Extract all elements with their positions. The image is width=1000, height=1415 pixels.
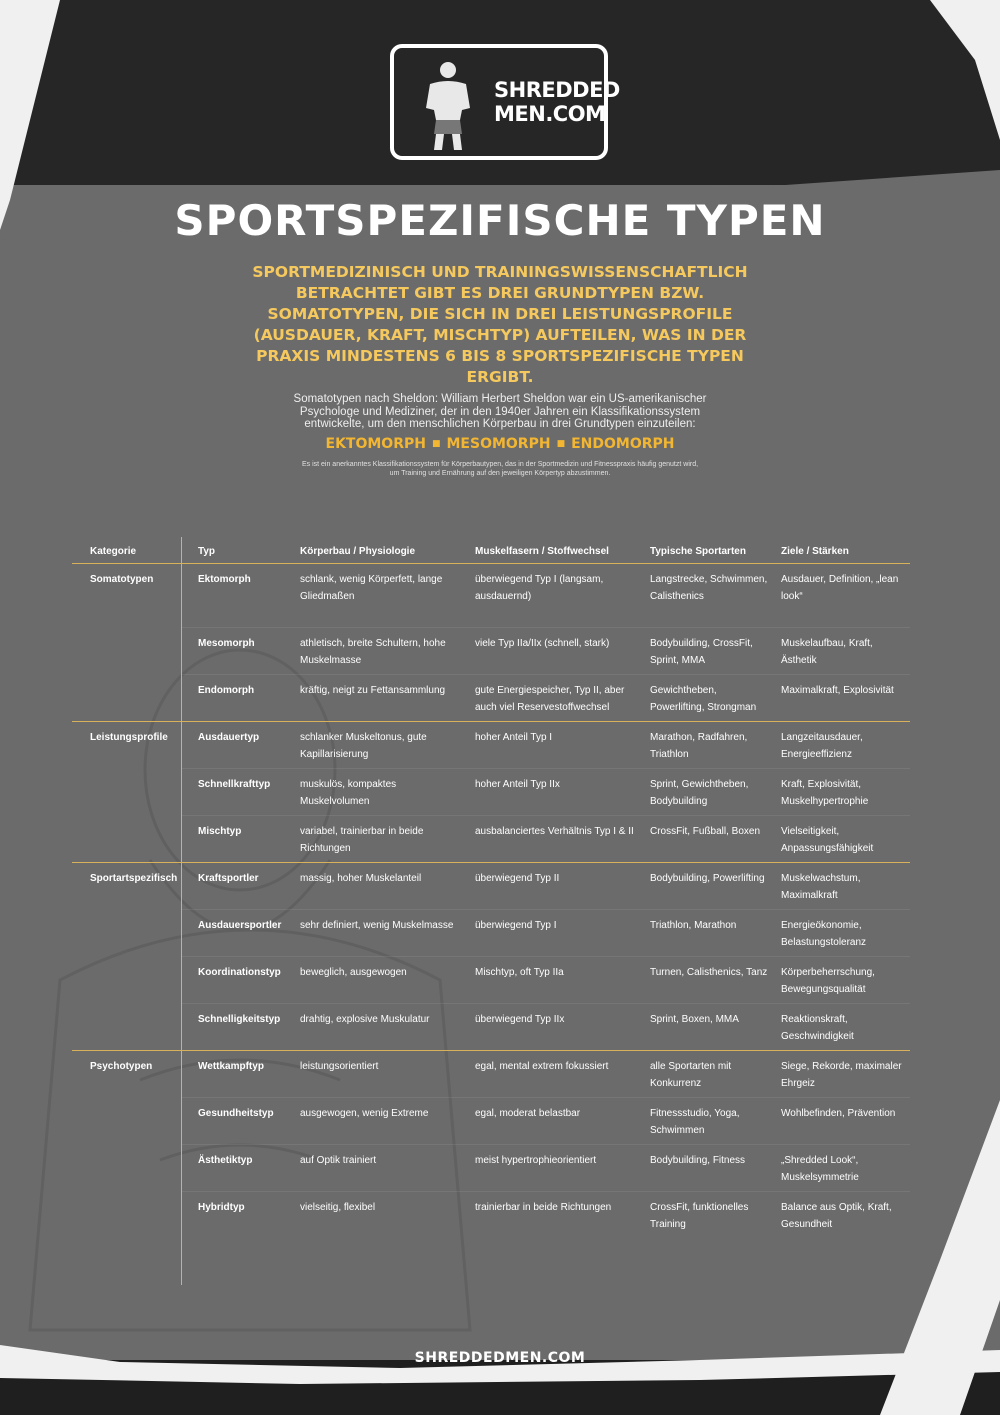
cell-sport: CrossFit, funktionelles Training bbox=[650, 1202, 749, 1230]
cell-ziele: Vielseitigkeit, Anpassungsfähigkeit bbox=[781, 826, 874, 854]
cell-ziele: Siege, Rekorde, maximaler Ehrgeiz bbox=[781, 1061, 902, 1089]
cell-kategorie: Somatotypen bbox=[90, 574, 154, 585]
cell-muskel: hoher Anteil Typ I bbox=[475, 732, 553, 743]
somatotype-list bbox=[0, 436, 1000, 452]
cell-sport: Bodybuilding, Fitness bbox=[650, 1155, 746, 1166]
header-cell: Körperbau / Physiologie bbox=[300, 546, 416, 557]
row-divider bbox=[182, 909, 910, 910]
cell-sport: alle Sportarten mit Konkurrenz bbox=[650, 1061, 732, 1089]
cell-muskel: überwiegend Typ I (langsam, ausdauernd) bbox=[475, 574, 604, 602]
cell-muskel: Mischtyp, oft Typ IIa bbox=[475, 967, 564, 978]
cell-sport: Turnen, Calisthenics, Tanz bbox=[650, 967, 768, 978]
page-title: SPORTSPEZIFISCHE TYPEN bbox=[174, 196, 826, 245]
cell-koerperbau: schlank, wenig Körperfett, lange Gliedmaßen bbox=[300, 574, 443, 602]
cell-koerperbau: massig, hoher Muskelanteil bbox=[300, 873, 422, 884]
brand-logo bbox=[390, 44, 620, 160]
cell-typ: Gesundheitstyp bbox=[198, 1108, 274, 1119]
note-text: Es ist ein anerkanntes Klassifikationssystem für Körperbautypen, das in der Sportmedizin und Fitnesspraxis häufig genutzt wird, um Training und Ernährung auf den jeweiligen Körpertyp abzustimmen. bbox=[301, 461, 699, 477]
cell-koerperbau: athletisch, breite Schultern, hohe Muskelmasse bbox=[300, 638, 446, 666]
cell-typ: Mischtyp bbox=[198, 826, 242, 837]
type-mesomorph: MESOMORPH bbox=[446, 436, 551, 452]
cell-koerperbau: leistungsorientiert bbox=[300, 1061, 379, 1072]
row-divider bbox=[182, 768, 910, 769]
cell-muskel: egal, mental extrem fokussiert bbox=[475, 1061, 609, 1072]
cell-koerperbau: drahtig, explosive Muskulatur bbox=[300, 1014, 430, 1025]
row-divider bbox=[182, 1097, 910, 1098]
header-cell: Muskelfasern / Stoffwechsel bbox=[475, 546, 609, 557]
group-divider bbox=[72, 1050, 910, 1051]
header-divider bbox=[72, 563, 910, 564]
cell-typ: Ausdauertyp bbox=[198, 732, 260, 743]
cell-typ: Schnellkrafttyp bbox=[198, 779, 271, 790]
cell-sport: Langstrecke, Schwimmen, Calisthenics bbox=[650, 574, 768, 602]
cell-kategorie: Psychotypen bbox=[90, 1061, 153, 1072]
cell-muskel: ausbalanciertes Verhältnis Typ I & II bbox=[475, 826, 634, 837]
cell-ziele: Wohlbefinden, Prävention bbox=[781, 1108, 896, 1119]
cell-typ: Koordinationstyp bbox=[198, 967, 281, 978]
header-cell: Typ bbox=[198, 546, 216, 557]
cell-ziele: „Shredded Look“, Muskelsymmetrie bbox=[781, 1155, 859, 1183]
cell-sport: Bodybuilding, Powerlifting bbox=[650, 873, 765, 884]
cell-ziele: Muskelaufbau, Kraft, Ästhetik bbox=[781, 638, 873, 666]
cell-muskel: überwiegend Typ I bbox=[475, 920, 557, 931]
lead-text: SPORTMEDIZINISCH UND TRAININGSWISSENSCHAFTLICH BETRACHTET GIBT ES DREI GRUNDTYPEN BZW. SOMATOTYPEN, DIE SICH IN DREI LEISTUNGSPROFILE (AUSDAUER, KRAFT, MISCHTYP) AUFTEILEN, WAS IN DER PRAXIS MINDESTENS 6 BIS 8 SPORTSPEZIFISCHE TYPEN ERGIBT. bbox=[252, 263, 748, 386]
cell-ziele: Ausdauer, Definition, „lean look“ bbox=[781, 574, 899, 602]
cell-muskel: trainierbar in beide Richtungen bbox=[475, 1202, 612, 1213]
column-divider bbox=[181, 537, 182, 1285]
intro-text: Somatotypen nach Sheldon: William Herbert Sheldon war ein US-amerikanischer Psychologe und Mediziner, der in den 1940er Jahren ein Klassifikationssystem entwickelte, um den menschlichen Körperbau in drei Grundtypen einzuteilen: bbox=[293, 393, 707, 430]
row-divider bbox=[182, 627, 910, 628]
cell-koerperbau: muskulös, kompaktes Muskelvolumen bbox=[300, 779, 397, 807]
cell-muskel: überwiegend Typ IIx bbox=[475, 1014, 565, 1025]
cell-sport: CrossFit, Fußball, Boxen bbox=[650, 826, 761, 837]
cell-ziele: Muskelwachstum, Maximalkraft bbox=[781, 873, 861, 901]
cell-sport: Sprint, Boxen, MMA bbox=[650, 1014, 739, 1025]
row-divider bbox=[182, 674, 910, 675]
brand-line-1: SHREDDED bbox=[494, 78, 620, 102]
separator-dot: ■ bbox=[556, 439, 566, 449]
header-cell: Kategorie bbox=[90, 546, 137, 557]
cell-sport: Triathlon, Marathon bbox=[650, 920, 737, 931]
header-cell: Ziele / Stärken bbox=[781, 546, 849, 557]
cell-koerperbau: ausgewogen, wenig Extreme bbox=[300, 1108, 429, 1119]
cell-sport: Gewichtheben, Powerlifting, Strongman bbox=[650, 685, 757, 713]
type-ektomorph: EKTOMORPH bbox=[325, 436, 426, 452]
row-divider bbox=[182, 956, 910, 957]
cell-sport: Bodybuilding, CrossFit, Sprint, MMA bbox=[650, 638, 753, 666]
cell-ziele: Energieökonomie, Belastungstoleranz bbox=[781, 920, 867, 948]
cell-ziele: Maximalkraft, Explosivität bbox=[781, 685, 894, 696]
row-divider bbox=[182, 1191, 910, 1192]
cell-muskel: egal, moderat belastbar bbox=[475, 1108, 581, 1119]
row-divider bbox=[182, 815, 910, 816]
cell-muskel: meist hypertrophieorientiert bbox=[475, 1155, 597, 1166]
cell-typ: Mesomorph bbox=[198, 638, 255, 649]
cell-koerperbau: variabel, trainierbar in beide Richtungen bbox=[300, 826, 424, 854]
cell-typ: Hybridtyp bbox=[198, 1202, 245, 1213]
footer-url: SHREDDEDMEN.COM bbox=[414, 1350, 586, 1366]
cell-sport: Fitnessstudio, Yoga, Schwimmen bbox=[650, 1108, 740, 1136]
cell-typ: Ästhetiktyp bbox=[198, 1155, 253, 1166]
cell-typ: Kraftsportler bbox=[198, 873, 259, 884]
cell-koerperbau: sehr definiert, wenig Muskelmasse bbox=[300, 920, 454, 931]
cell-kategorie: Leistungsprofile bbox=[90, 732, 168, 743]
group-divider bbox=[72, 721, 910, 722]
cell-kategorie: Sportartspezifisch bbox=[90, 873, 178, 884]
separator-dot: ■ bbox=[431, 439, 441, 449]
cell-typ: Schnelligkeitstyp bbox=[198, 1014, 281, 1025]
cell-koerperbau: vielseitig, flexibel bbox=[300, 1202, 376, 1213]
type-endomorph: ENDOMORPH bbox=[571, 436, 675, 452]
cell-typ: Ausdauersportler bbox=[198, 920, 282, 931]
cell-sport: Marathon, Radfahren, Triathlon bbox=[650, 732, 748, 760]
cell-ziele: Balance aus Optik, Kraft, Gesundheit bbox=[781, 1202, 892, 1230]
header-cell: Typische Sportarten bbox=[650, 546, 746, 557]
row-divider bbox=[182, 1003, 910, 1004]
cell-typ: Ektomorph bbox=[198, 574, 251, 585]
bodybuilder-icon bbox=[412, 58, 484, 150]
cell-koerperbau: beweglich, ausgewogen bbox=[300, 967, 407, 978]
cell-ziele: Langzeitausdauer, Energieeffizienz bbox=[781, 732, 863, 760]
brand-line-2: MEN.COM bbox=[494, 102, 606, 126]
cell-muskel: gute Energiespeicher, Typ II, aber auch viel Reservestoffwechsel bbox=[475, 685, 625, 713]
cell-typ: Endomorph bbox=[198, 685, 255, 696]
cell-muskel: hoher Anteil Typ IIx bbox=[475, 779, 560, 790]
cell-ziele: Reaktionskraft, Geschwindigkeit bbox=[781, 1014, 854, 1042]
row-divider bbox=[182, 1144, 910, 1145]
cell-muskel: überwiegend Typ II bbox=[475, 873, 560, 884]
cell-koerperbau: auf Optik trainiert bbox=[300, 1155, 377, 1166]
cell-koerperbau: schlanker Muskeltonus, gute Kapillarisierung bbox=[300, 732, 427, 760]
cell-ziele: Kraft, Explosivität, Muskelhypertrophie bbox=[781, 779, 869, 807]
cell-koerperbau: kräftig, neigt zu Fettansammlung bbox=[300, 685, 446, 696]
group-divider bbox=[72, 862, 910, 863]
cell-ziele: Körperbeherrschung, Bewegungsqualität bbox=[781, 967, 875, 995]
cell-typ: Wettkampftyp bbox=[198, 1061, 264, 1072]
cell-sport: Sprint, Gewichtheben, Bodybuilding bbox=[650, 779, 749, 807]
cell-muskel: viele Typ IIa/IIx (schnell, stark) bbox=[475, 638, 610, 649]
